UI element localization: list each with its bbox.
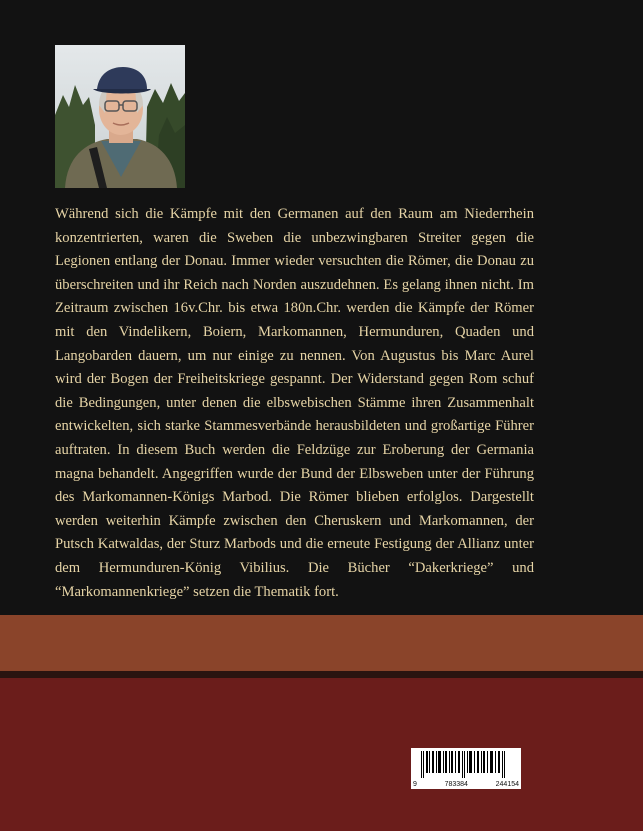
back-cover-blurb: Während sich die Kämpfe mit den Germanen auf den Raum am Niederrhein konzentrierten, waren die Sweben die unbezwingbaren Streiter gegen die Legionen entlang der Donau. Immer wieder versuchten die Römer, die Donau zu überschreiten und ihr Reich nach Norden auszudehnen. Es gelang ihnen nicht. Im Zeitraum zwischen 16v.Chr. bis etwa 180n.Chr. werden die Kämpfe der Römer mit den Vindelikern, Boiern, Markomannen, Hermunduren, Quaden und Langobarden dauern, um nur einige zu nennen. Von Augustus bis Marc Aurel wird der Bogen der Freiheitskriege gespannt. Der Widerstand gegen Rom schuf die Bedingungen, unter denen die elbswebischen Stämme ihren Zusammenhalt entwickelten, sich starke Stammesverbände herausbildeten und großartige Führer auftraten. In diesem Buch werden die Feldzüge zur Eroberung der Germania magna behandelt. Angegriffen wurde der Bund der Elbsweben unter der Führung des Markomannen-Königs Marbod. Die Römer blieben erfolglos. Dargestellt werden weiterhin Kämpfe zwischen den Cheruskern und Markomannen, der Putsch Katwaldas, der Sturz Marbods und die erneute Festigung der Allianz unter dem Hermunduren-König Vibilius. Die Bücher “Dakerkriege” und “Markomannenkriege” setzen die Thematik fort. xyxy=(55,206,534,600)
cover-bottom-area xyxy=(0,678,643,831)
isbn-barcode xyxy=(411,748,521,789)
author-photo xyxy=(55,45,185,188)
barcode-digits-right: 244154 xyxy=(495,781,519,788)
barcode-bars-icon xyxy=(415,751,517,778)
barcode-digits-left: 783384 xyxy=(444,781,468,788)
brown-band xyxy=(0,615,643,671)
author-portrait-icon xyxy=(55,45,185,188)
barcode-digits-prefix: 9 xyxy=(413,781,417,788)
barcode-digits xyxy=(413,781,519,788)
band-divider xyxy=(0,671,643,678)
